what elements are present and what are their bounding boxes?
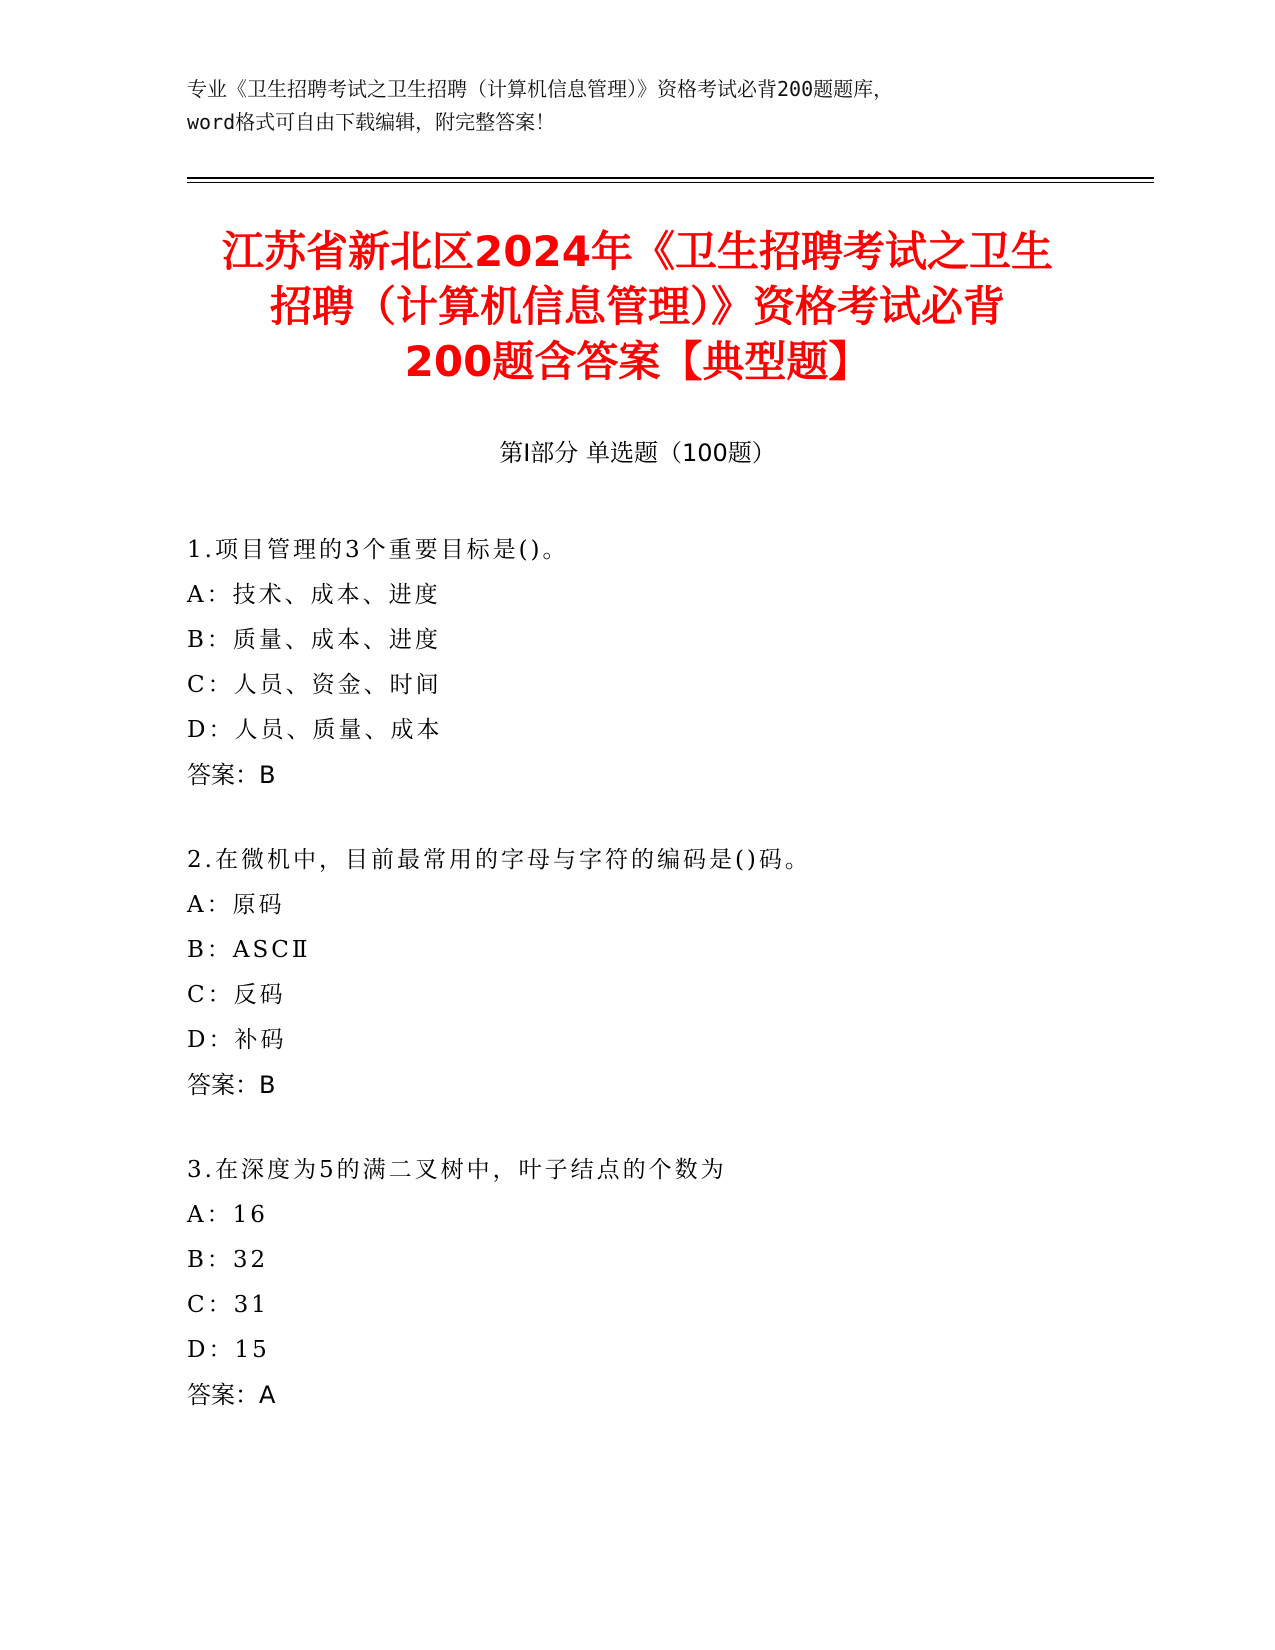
section-title: 第Ⅰ部分 单选题（100题） xyxy=(499,439,776,467)
option-a: A：16 xyxy=(187,1202,268,1228)
option-a: A：技术、成本、进度 xyxy=(187,582,441,608)
question-list xyxy=(187,528,1087,1458)
header-note xyxy=(187,73,1087,139)
document-title-line-2: 招聘（计算机信息管理）》资格考试必背 xyxy=(269,282,1005,331)
document-title-line-3: 200题含答案【典型题】 xyxy=(404,337,871,386)
answer: 答案：B xyxy=(187,761,276,789)
question-2 xyxy=(187,838,1087,1108)
option-d: D：补码 xyxy=(187,1027,287,1053)
header-note-line-2: word格式可自由下载编辑，附完整答案！ xyxy=(187,110,556,134)
header-divider-thick xyxy=(187,177,1154,179)
option-a: A：原码 xyxy=(187,892,285,918)
question-stem: 3.在深度为5的满二叉树中，叶子结点的个数为 xyxy=(187,1157,727,1183)
option-b: B：质量、成本、进度 xyxy=(187,627,441,653)
question-1 xyxy=(187,528,1087,798)
answer: 答案：A xyxy=(187,1381,276,1409)
answer: 答案：B xyxy=(187,1071,276,1099)
header-note-line-1: 专业《卫生招聘考试之卫生招聘（计算机信息管理）》资格考试必背200题题库， xyxy=(187,77,894,101)
question-3 xyxy=(187,1148,1087,1418)
option-c: C：31 xyxy=(187,1292,269,1318)
question-stem: 1.项目管理的3个重要目标是()。 xyxy=(187,537,569,563)
document-title xyxy=(170,224,1105,389)
option-c: C：人员、资金、时间 xyxy=(187,672,442,698)
option-c: C：反码 xyxy=(187,982,286,1008)
option-d: D：15 xyxy=(187,1337,270,1363)
document-title-line-1: 江苏省新北区2024年《卫生招聘考试之卫生 xyxy=(222,227,1053,276)
option-b: B：ASCⅡ xyxy=(187,937,311,963)
option-d: D：人员、质量、成本 xyxy=(187,717,443,743)
header-divider-thin xyxy=(187,182,1154,183)
option-b: B：32 xyxy=(187,1247,269,1273)
question-stem: 2.在微机中，目前最常用的字母与字符的编码是()码。 xyxy=(187,847,811,873)
